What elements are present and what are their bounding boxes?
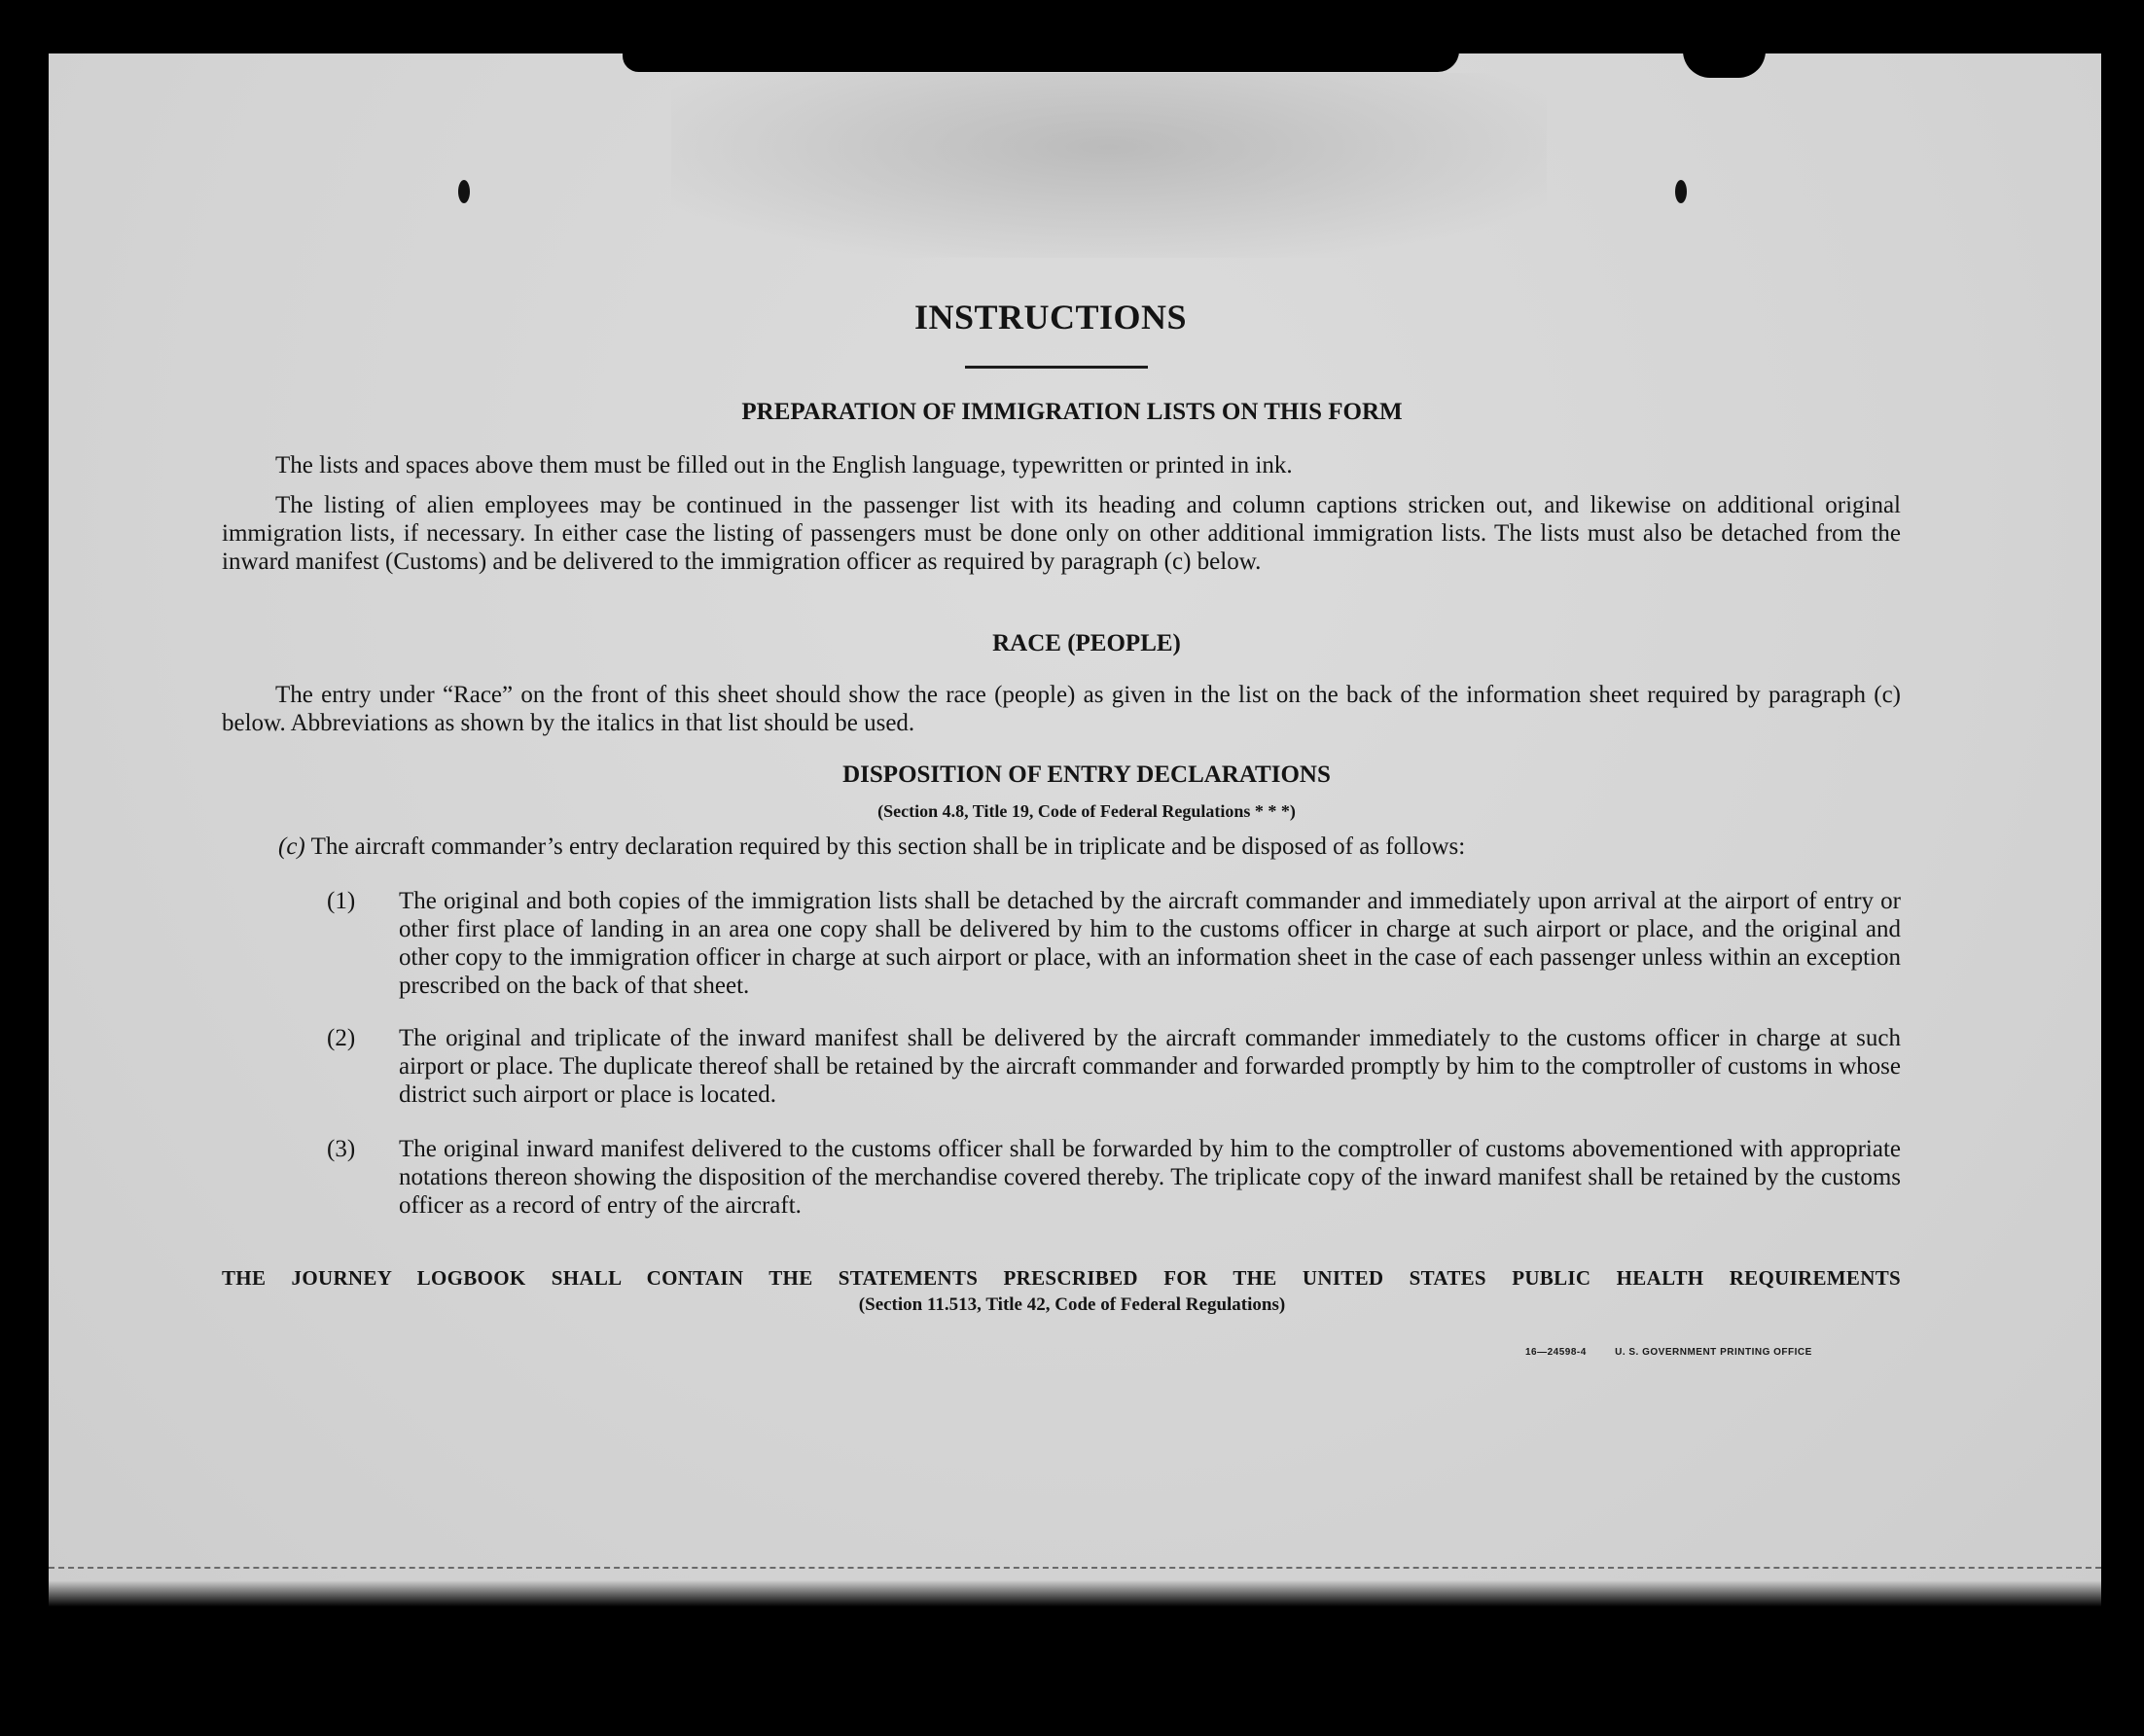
paragraph-c-intro	[278, 833, 1932, 861]
footer-health-requirements: THE JOURNEY LOGBOOK SHALL CONTAIN THE STATEMENTS PRESCRIBED FOR THE UNITED STATES PUBLIC HEALTH REQUIREMENTS	[222, 1266, 1901, 1290]
paragraph-c-label: (c)	[278, 833, 305, 860]
punch-hole-right	[1675, 180, 1687, 203]
list-item	[327, 887, 1901, 1000]
printer-name: U. S. GOVERNMENT PRINTING OFFICE	[1615, 1347, 1812, 1358]
bleed-through-smudge	[671, 73, 1547, 258]
paragraph-preparation-2: The listing of alien employees may be continued in the passenger list with its heading and column captions stricken out, and likewise on additional original immigration lists, if necessary. In either case the listing of passengers must be done only on other additional immigration lists. The lists must also be detached from the inward manifest (Customs) and be delivered to the immigration officer as required by paragraph (c) below.	[222, 492, 1901, 575]
form-number: 16—24598-4	[1525, 1347, 1587, 1358]
list-item	[327, 1135, 1901, 1220]
heading-disposition: DISPOSITION OF ENTRY DECLARATIONS	[842, 762, 1331, 788]
paragraph-c-text: The aircraft commander’s entry declaration required by this section shall be in triplicate and be disposed of as follows:	[310, 833, 1466, 860]
torn-bottom-edge	[49, 1580, 2101, 1610]
subheading-disposition-citation: (Section 4.8, Title 19, Code of Federal Regulations * * *)	[877, 801, 1296, 821]
list-item	[327, 1024, 1901, 1109]
title-underline	[965, 366, 1148, 369]
paper-sheet	[49, 53, 2101, 1595]
printer-imprint	[1525, 1347, 1812, 1358]
heading-preparation: PREPARATION OF IMMIGRATION LISTS ON THIS FORM	[741, 399, 1403, 425]
list-item-text: The original and both copies of the immigration lists shall be detached by the aircraft commander and immediately upon arrival at the airport of entry or other first place of landing in an area one copy shall be delivered by him to the customs officer in charge at such airport or place, and the original and other copy to the immigration officer in charge at such airport or place, with an information sheet in the case of each passenger unless within an exception prescribed on the back of that sheet.	[399, 888, 1901, 999]
torn-top-edge	[623, 51, 1459, 72]
list-item-number: (1)	[327, 888, 356, 914]
perforation-line	[49, 1567, 2101, 1569]
page-title: INSTRUCTIONS	[914, 298, 1188, 337]
list-item-text: The original and triplicate of the inward manifest shall be delivered by the aircraft commander immediately to the customs officer in charge at such airport or place. The duplicate thereof shall be retained by the aircraft commander and forwarded promptly by him to the comptroller of customs in whose district such airport or place is located.	[399, 1025, 1901, 1108]
list-item-number: (3)	[327, 1136, 356, 1162]
punch-hole-left	[458, 180, 470, 203]
paragraph-preparation-1: The lists and spaces above them must be filled out in the English language, typewritten or printed in ink.	[275, 452, 1293, 478]
list-item-number: (2)	[327, 1025, 356, 1051]
heading-race: RACE (PEOPLE)	[992, 630, 1181, 656]
footer-citation: (Section 11.513, Title 42, Code of Federal Regulations)	[858, 1294, 1286, 1315]
paragraph-race: The entry under “Race” on the front of this sheet should show the race (people) as given in the list on the back of the information sheet required by paragraph (c) below. Abbreviations as shown by the italics in that list should be used.	[222, 682, 1901, 736]
list-item-text: The original inward manifest delivered to the customs officer shall be forwarded by him to the comptroller of customs abovementioned with appropriate notations thereon showing the disposition of the merchandise covered thereby. The triplicate copy of the inward manifest shall be retained by the customs officer as a record of entry of the aircraft.	[399, 1136, 1901, 1219]
